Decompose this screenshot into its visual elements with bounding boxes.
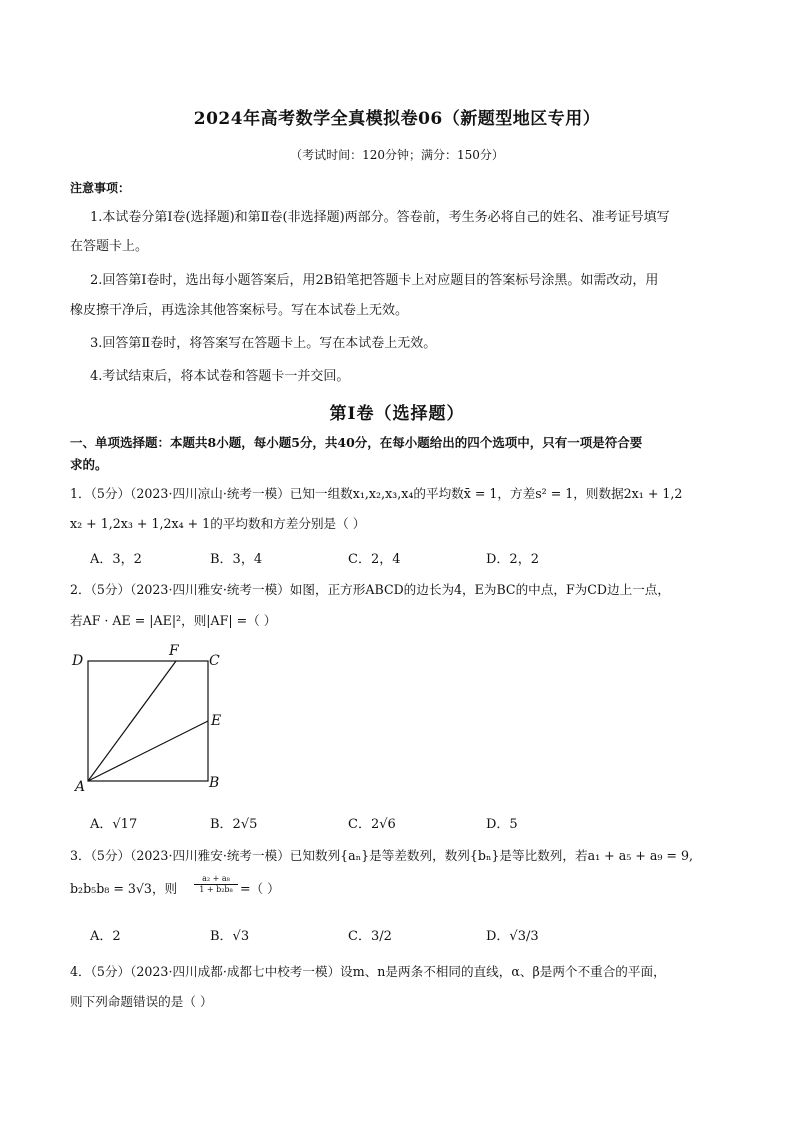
question-3-stem-line-2b: =（ ） <box>240 881 280 896</box>
question-2-stem-line-2: 若AF · AE = |AE|²，则|AF| =（ ） <box>70 613 277 628</box>
question-2-option-d: D．5 <box>486 817 518 832</box>
question-2-stem-line-1: 2．（5分）（2023·四川雅安·统考一模）如图，正方形ABCD的边长为4，E为BC的中点，F为CD边上一点， <box>70 582 670 597</box>
square-abcd <box>88 661 208 781</box>
question-3-fraction-denominator: 1 + b₂b₈ <box>199 885 233 894</box>
question-3-option-d: D．√3/3 <box>486 929 539 944</box>
label-c: C <box>209 653 220 669</box>
question-2-option-c: C．2√6 <box>348 817 396 832</box>
notice-item-1-line-2: 在答题卡上。 <box>70 239 149 254</box>
label-d: D <box>72 653 84 669</box>
section-1-title: 第Ⅰ卷（选择题） <box>329 404 465 424</box>
question-3-fraction <box>194 874 238 895</box>
question-2-option-b: B．2√5 <box>210 817 258 832</box>
notice-item-3: 3.回答第Ⅱ卷时，将答案写在答题卡上。写在本试卷上无效。 <box>90 336 437 351</box>
question-4-stem-line-1: 4．（5分）（2023·四川成都·成都七中校考一模）设m、n是两条不相同的直线，α、β是两个不重合的平面， <box>70 964 666 979</box>
question-3-fraction-numerator: a₂ + a₈ <box>194 874 238 885</box>
question-3-stem-line-1: 3．（5分）（2023·四川雅安·统考一模）已知数列{aₙ}是等差数列，数列{bₙ}是等比数列，若a₁ + a₅ + a₉ = 9, <box>70 848 693 863</box>
label-f: F <box>169 643 179 659</box>
label-a: A <box>75 779 86 795</box>
question-3-stem-line-2a: b₂b₅b₈ = 3√3，则 <box>70 881 178 896</box>
notice-heading: 注意事项： <box>70 181 131 195</box>
segment-af <box>88 661 176 781</box>
notice-item-4: 4.考试结束后，将本试卷和答题卡一并交回。 <box>90 369 350 384</box>
section-1-intro: 一、单项选择题：本题共8小题，每小题5分，共40分，在每小题给出的四个选项中，只有一项是符合要 <box>70 435 643 450</box>
notice-item-2-line-2: 橡皮擦干净后，再选涂其他答案标号。写在本试卷上无效。 <box>70 303 409 318</box>
label-b: B <box>209 775 220 791</box>
question-2-option-a: A．√17 <box>90 817 138 832</box>
question-1-option-a: A．3，2 <box>90 552 142 567</box>
question-3-option-b: B．√3 <box>210 929 250 944</box>
section-1-intro-line-2: 求的。 <box>70 457 108 472</box>
page-title: 2024年高考数学全真模拟卷06（新题型地区专用） <box>193 109 601 129</box>
notice-item-1-line-1: 1.本试卷分第Ⅰ卷(选择题)和第Ⅱ卷(非选择题)两部分。答卷前，考生务必将自己的姓名、准考证号填写 <box>90 210 670 225</box>
question-1-stem-line-2: x₂ + 1,2x₃ + 1,2x₄ + 1的平均数和方差分别是（ ） <box>70 516 366 531</box>
question-1-option-b: B．3，4 <box>210 552 263 567</box>
square-abcd-figure <box>60 640 240 800</box>
question-1-option-d: D．2，2 <box>486 552 539 567</box>
question-4-stem-line-2: 则下列命题错误的是（ ） <box>70 994 213 1009</box>
question-1-option-c: C．2，4 <box>348 552 401 567</box>
question-1-stem-line-1: 1．（5分）（2023·四川凉山·统考一模）已知一组数x₁,x₂,x₃,x₄的平均数x̄ = 1，方差s² = 1，则数据2x₁ + 1,2 <box>70 486 683 501</box>
question-3-option-c: C．3/2 <box>348 929 392 944</box>
label-e: E <box>211 713 222 729</box>
question-3-option-a: A．2 <box>90 929 121 944</box>
notice-item-2-line-1: 2.回答第Ⅰ卷时，选出每小题答案后，用2B铅笔把答题卡上对应题目的答案标号涂黑。如需改动，用 <box>90 273 659 288</box>
exam-duration-subtitle: （考试时间：120分钟；满分：150分） <box>290 148 504 162</box>
segment-ae <box>88 721 208 781</box>
